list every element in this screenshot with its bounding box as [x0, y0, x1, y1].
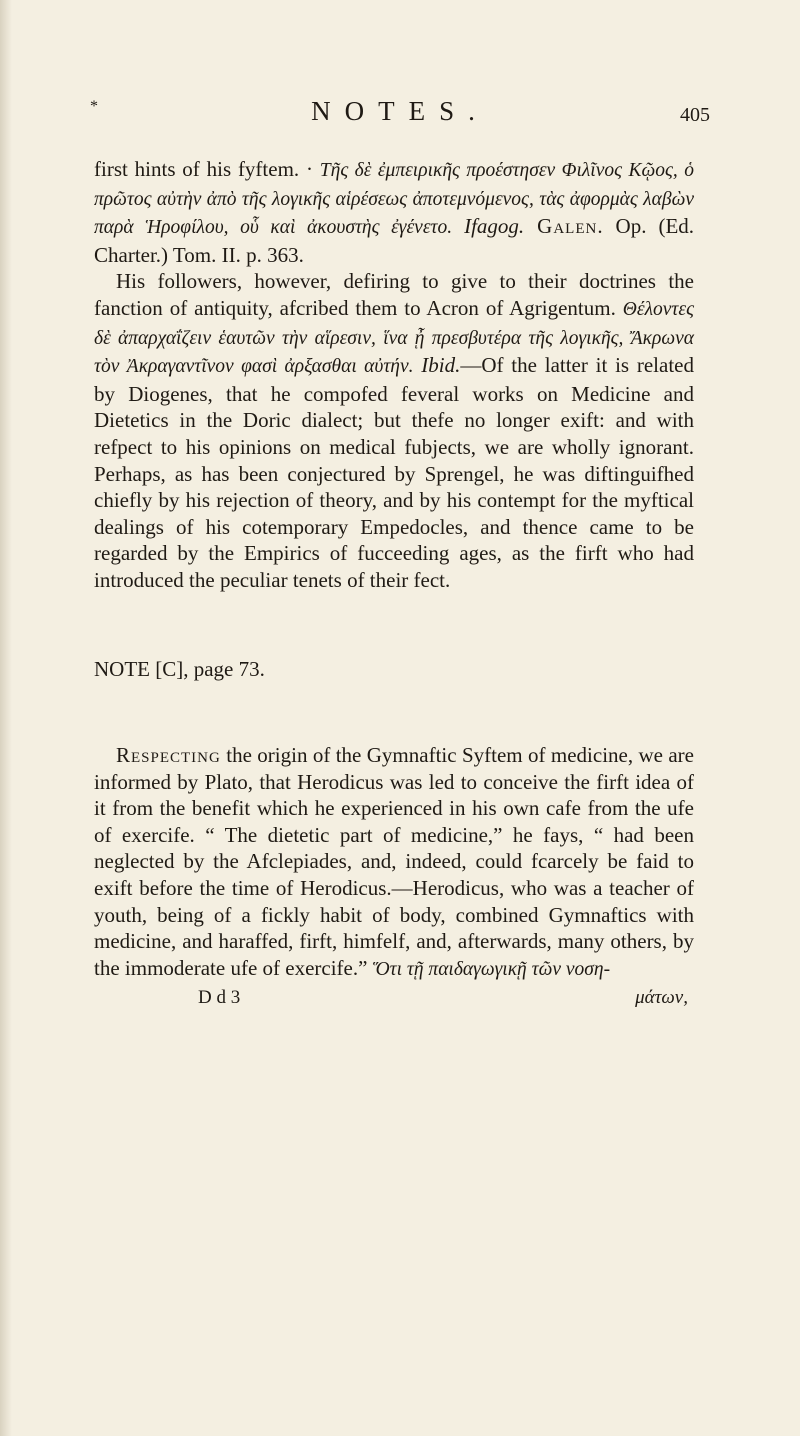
greek-quotation: Τῆς δὲ ἐμπειρικῆς προέστησεν Φιλῖνος Κῷος, ὁ πρῶτος αὐτὴν ἀπὸ τῆς λογικῆς αἱρέσεως ἀποτεμνόμενος, τὰς ἀφορμὰς λαβὼν παρὰ Ἡροφίλου, οὗ καὶ ἀκουστὴς ἐγένετο.	[94, 160, 694, 239]
paragraph-greek-citation	[94, 156, 694, 268]
catchword: μάτων,	[635, 987, 688, 1009]
paragraph-gymnastic	[94, 742, 694, 983]
lead-word: Respecting	[116, 743, 221, 768]
signature-mark: D d 3	[198, 987, 241, 1009]
greek-quotation: Θέλοντες δὲ ἀπαρχαΐζειν ἑαυτῶν τὴν αἵρεσιν, ἵνα ᾖ πρεσβυτέρα τῆς λογικῆς, Ἄκρωνα τὸν Ἀκραγαντῖνον φασὶ ἀρξασθαι αὐτήν.	[94, 298, 694, 378]
asterisk-mark: *	[90, 98, 98, 115]
paragraph-followers	[94, 268, 694, 593]
text-span: His followers, however, defiring to give to their doctrines the fanction of antiquity, afcribed them to Acron of Agrigentum.	[94, 269, 694, 320]
ibid-reference: Ibid.	[413, 353, 461, 378]
page-edge-shadow	[0, 0, 12, 1436]
page-number: 405	[680, 104, 710, 126]
citation-details: Op. (Ed. Charter.) Tom. II. p. 363.	[94, 214, 695, 267]
text-span: first hints of his fyftem. ·	[94, 157, 320, 181]
page-body	[94, 156, 694, 1013]
running-header	[90, 96, 710, 136]
greek-quotation: Ὅτι τῇ παιδαγωγικῇ τῶν νοση-	[372, 958, 611, 980]
running-title: NOTES.	[311, 96, 489, 126]
page-footer	[94, 985, 694, 1013]
note-heading: NOTE [C], page 73.	[94, 656, 265, 681]
citation-work: Ifagog.	[452, 214, 525, 239]
text-span: the origin of the Gymnaftic Syftem of medicine, we are informed by Plato, that Herodicus was led to conceive the firft idea of it from the benefit which he experienced in his own cafe from the ufe of exercife. “ The dietetic part of medicine,” he fays, “ had been neglected by the Afclepiades, and, indeed, could fcarcely be faid to exift before the time of Herodicus.—Herodicus, who was a teacher of youth, being of a fickly habit of body, combined Gymnaftics with medicine, and haraffed, firft, himfelf, and, afterwards, many others, by the immoderate ufe of exercife.”	[94, 743, 694, 980]
text-span: —Of the latter it is related by Diogenes, that he compofed feveral works on Medicine and Dietetics in the Doric dialect; but thefe no longer exift: and with refpect to his opinions on medical fubjects, we are wholly ignorant. Perhaps, as has been conjectured by Sprengel, he was diftinguifhed chiefly by his rejection of theory, and by his contempt for the myftical dealings of his cotemporary Empedocles, and thence came to be regarded by the Empirics of fucceeding ages, as the firft who had introduced the peculiar tenets of their fect.	[94, 353, 694, 592]
citation-author: Galen.	[524, 214, 604, 239]
